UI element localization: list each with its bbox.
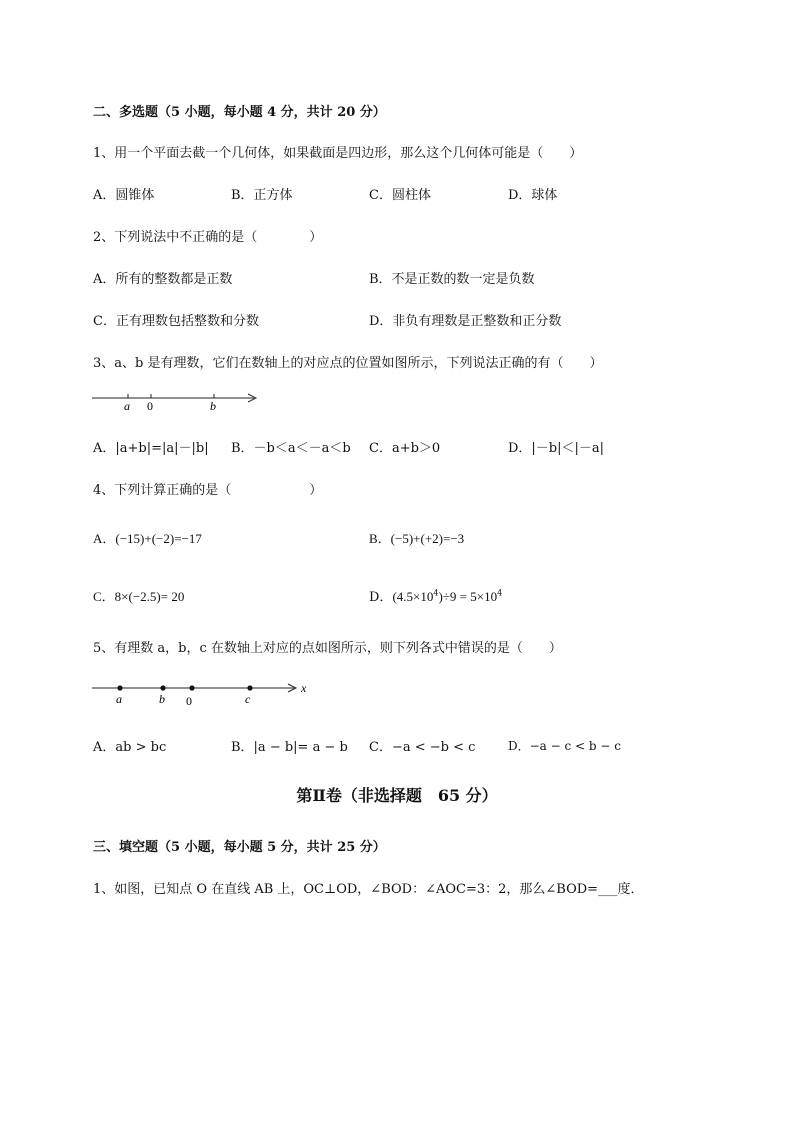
q4-option-b: B．(−5)+(+2)=−3	[369, 531, 465, 546]
q1-option-b: B．正方体	[231, 188, 293, 203]
q3-label-b: b	[210, 399, 216, 413]
q1-option-c: C．圆柱体	[369, 188, 431, 203]
q5-option-c: C．−a < −b < c	[369, 740, 476, 755]
part2-title: 第Ⅱ卷（非选择题 65 分）	[296, 786, 498, 805]
q4-option-d-part2: )÷9 = 5×10	[438, 589, 498, 604]
q4-option-c: C．8×(−2.5)= 20	[93, 589, 185, 604]
q5-option-a: A．ab > bc	[93, 740, 167, 755]
q2-stem: 2、下列说法中不正确的是（ ）	[93, 230, 323, 245]
q2-option-d: D．非负有理数是正整数和正分数	[369, 314, 562, 329]
q3-stem: 3、a、b 是有理数，它们在数轴上的对应点的位置如图所示，下列说法正确的有（ ）	[93, 356, 603, 371]
q2-option-a: A．所有的整数都是正数	[93, 272, 233, 287]
q5-stem: 5、有理数 a，b，c 在数轴上对应的点如图所示，则下列各式中错误的是（ ）	[93, 641, 562, 656]
q4-option-d-part1: (4.5×10	[392, 589, 434, 604]
q3-option-c: C．a+b＞0	[369, 441, 441, 456]
q3-option-a: A．|a+b|=|a|－|b|	[93, 441, 209, 456]
q5-option-d: D．−a − c < b − c	[508, 739, 622, 753]
q3-option-d: D．|－b|＜|－a|	[508, 441, 605, 456]
q5-label-b: b	[159, 692, 165, 706]
section3-title: 三、填空题（5 小题，每小题 5 分，共计 25 分）	[93, 840, 386, 855]
q1-option-a: A．圆锥体	[93, 188, 155, 203]
q4-option-d-exp1: 4	[433, 588, 439, 598]
q5-point-c	[247, 685, 252, 690]
q3-label-0: 0	[147, 399, 153, 413]
q4-stem: 4、下列计算正确的是（ ）	[93, 483, 323, 498]
q5-label-c: c	[245, 692, 251, 706]
q4-option-d-prefix: D．	[369, 590, 393, 605]
q2-option-b: B．不是正数的数一定是负数	[369, 272, 535, 287]
q3-option-b: B．－b＜a＜－a＜b	[231, 441, 351, 456]
q5-label-0: 0	[186, 694, 192, 708]
q2-option-c: C．正有理数包括整数和分数	[93, 314, 259, 329]
q4-option-d-exp2: 4	[497, 588, 503, 598]
q1-option-d: D．球体	[508, 188, 558, 203]
q5-number-line	[90, 678, 320, 708]
q5-option-b: B．|a − b|= a − b	[231, 740, 348, 755]
q3-number-line	[90, 388, 262, 414]
section3-q1-stem: 1、如图，已知点 O 在直线 AB 上，OC⊥OD，∠BOD：∠AOC=3：2，那么∠BOD=___度．	[93, 882, 644, 897]
q4-option-a: A．(−15)+(−2)=−17	[93, 531, 202, 546]
q5-label-a: a	[116, 692, 122, 706]
section2-title: 二、多选题（5 小题，每小题 4 分，共计 20 分）	[93, 105, 386, 120]
q5-point-0	[189, 685, 194, 690]
q5-point-b	[160, 685, 165, 690]
q4-option-d	[369, 586, 502, 605]
q5-label-x: x	[301, 681, 307, 695]
q3-label-a: a	[124, 399, 130, 413]
q1-stem: 1、用一个平面去截一个几何体，如果截面是四边形，那么这个几何体可能是（ ）	[93, 146, 583, 161]
q5-point-a	[117, 685, 122, 690]
